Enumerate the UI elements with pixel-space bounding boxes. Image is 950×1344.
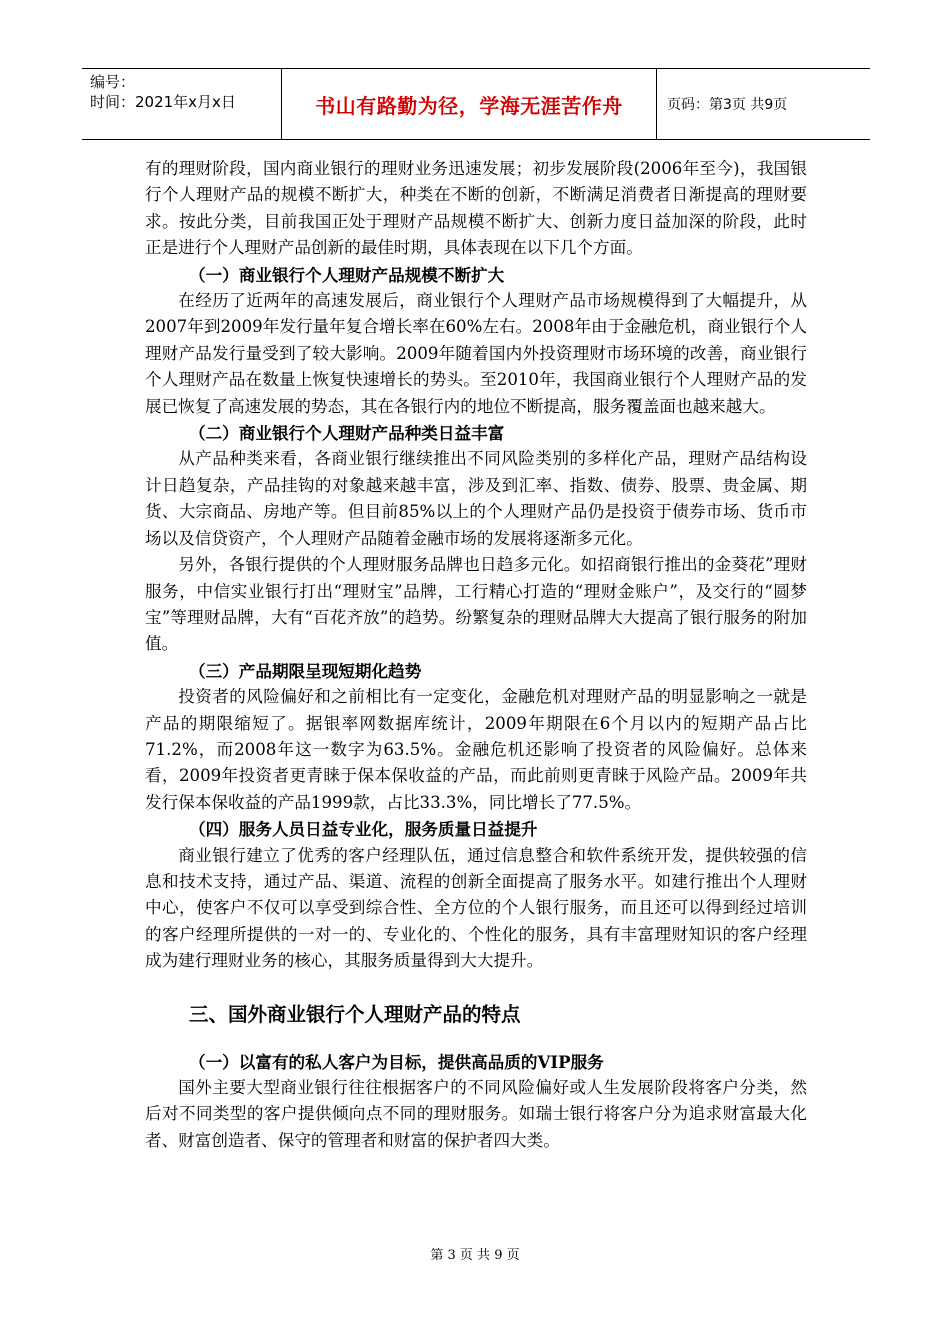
paragraph-2: 从产品种类来看，各商业银行继续推出不同风险类别的多样化产品，理财产品结构设计日趋复杂，产品挂钩的对象越来越丰富，涉及到汇率、指数、债券、股票、贵金属、期货、大宗商品、房地产等。但目前85%以上的个人理财产品仍是投资于债券市场、货币市场以及信贷资产，个人理财产品随着金融市场的发展将逐渐多元化。 bbox=[145, 449, 807, 548]
paragraph-3: 另外，各银行提供的个人理财服务品牌也日趋多元化。如招商银行推出的金葵花”理财服务，中信实业银行打出“理财宝”品牌，工行精心打造的“理财金账户”，及交行的“圆梦宝”等理财品牌，大有“百花齐放”的趋势。纷繁复杂的理财品牌大大提高了银行服务的附加值。 bbox=[145, 555, 807, 654]
page-footer: 第 3 页 共 9 页 bbox=[430, 1248, 520, 1263]
subheading-1: （一）商业银行个人理财产品规模不断扩大 bbox=[189, 264, 505, 285]
paragraph-5: 商业银行建立了优秀的客户经理队伍，通过信息整合和软件系统开发，提供较强的信息和技术支持，通过产品、渠道、流程的创新全面提高了服务水平。如建行推出个人理财中心，使客户不仅可以享受到综合性、全方位的个人银行服务，而且还可以得到经过培训的客户经理所提供的一对一的、专业化的、个性化的服务，具有丰富理财知识的客户经理成为建行理财业务的核心，其服务质量得到大大提升。 bbox=[145, 845, 807, 971]
header-meta bbox=[82, 69, 282, 139]
paragraph-1: 在经历了近两年的高速发展后，商业银行个人理财产品市场规模得到了大幅提升，从2007年到2009年发行量年复合增长率在60%左右。2008年由于金融危机，商业银行个人理财产品发行量受到了较大影响。2009年随着国内外投资理财市场环境的改善，商业银行个人理财产品在数量上恢复快速增长的势头。至2010年，我国商业银行个人理财产品的发展已恢复了高速发展的势态，其在各银行内的地位不断提高，服务覆盖面也越来越大。 bbox=[145, 291, 807, 416]
subheading-2: （二）商业银行个人理财产品种类日益丰富 bbox=[189, 423, 505, 444]
paragraph-intro: 有的理财阶段，国内商业银行的理财业务迅速发展；初步发展阶段(2006年至今)，我国银行个人理财产品的规模不断扩大，种类在不断的创新，不断满足消费者日渐提高的理财要求。按此分类，目前我国正处于理财产品规模不断扩大、创新力度日益加深的阶段，此时正是进行个人理财产品创新的最佳时期，具体表现在以下几个方面。 bbox=[145, 159, 807, 258]
header-page-code: 页码：第3页 共9页 bbox=[667, 97, 788, 113]
document-number-label: 编号： bbox=[90, 73, 136, 91]
subheading-5: （一）以富有的私人客户为目标，提供高品质的VIP服务 bbox=[189, 1051, 604, 1072]
header-motto: 书山有路勤为径，学海无涯苦作舟 bbox=[282, 69, 657, 139]
paragraph-6: 国外主要大型商业银行往往根据客户的不同风险偏好或人生发展阶段将客户分类，然后对不同类型的客户提供倾向点不同的理财服务。如瑞士银行将客户分为追求财富最大化者、财富创造者、保守的管理者和财富的保护者四大类。 bbox=[145, 1078, 807, 1150]
document-date-label: 时间：2021年x月x日 bbox=[90, 93, 236, 111]
subheading-3: （三）产品期限呈现短期化趋势 bbox=[189, 660, 422, 681]
subheading-4: （四）服务人员日益专业化，服务质量日益提升 bbox=[189, 819, 538, 840]
page-header bbox=[82, 68, 870, 140]
paragraph-4: 投资者的风险偏好和之前相比有一定变化，金融危机对理财产品的明显影响之一就是产品的期限缩短了。据银率网数据库统计，2009年期限在6个月以内的短期产品占比71.2%，而2008年这一数字为63.5%。金融危机还影响了投资者的风险偏好。总体来看，2009年投资者更青睐于保本保收益的产品，而此前则更青睐于风险产品。2009年共发行保本保收益的产品1999款，占比33.3%，同比增长了77.5%。 bbox=[145, 687, 807, 812]
section-heading-3: 三、国外商业银行个人理财产品的特点 bbox=[189, 1002, 521, 1026]
document-body bbox=[145, 156, 807, 1154]
